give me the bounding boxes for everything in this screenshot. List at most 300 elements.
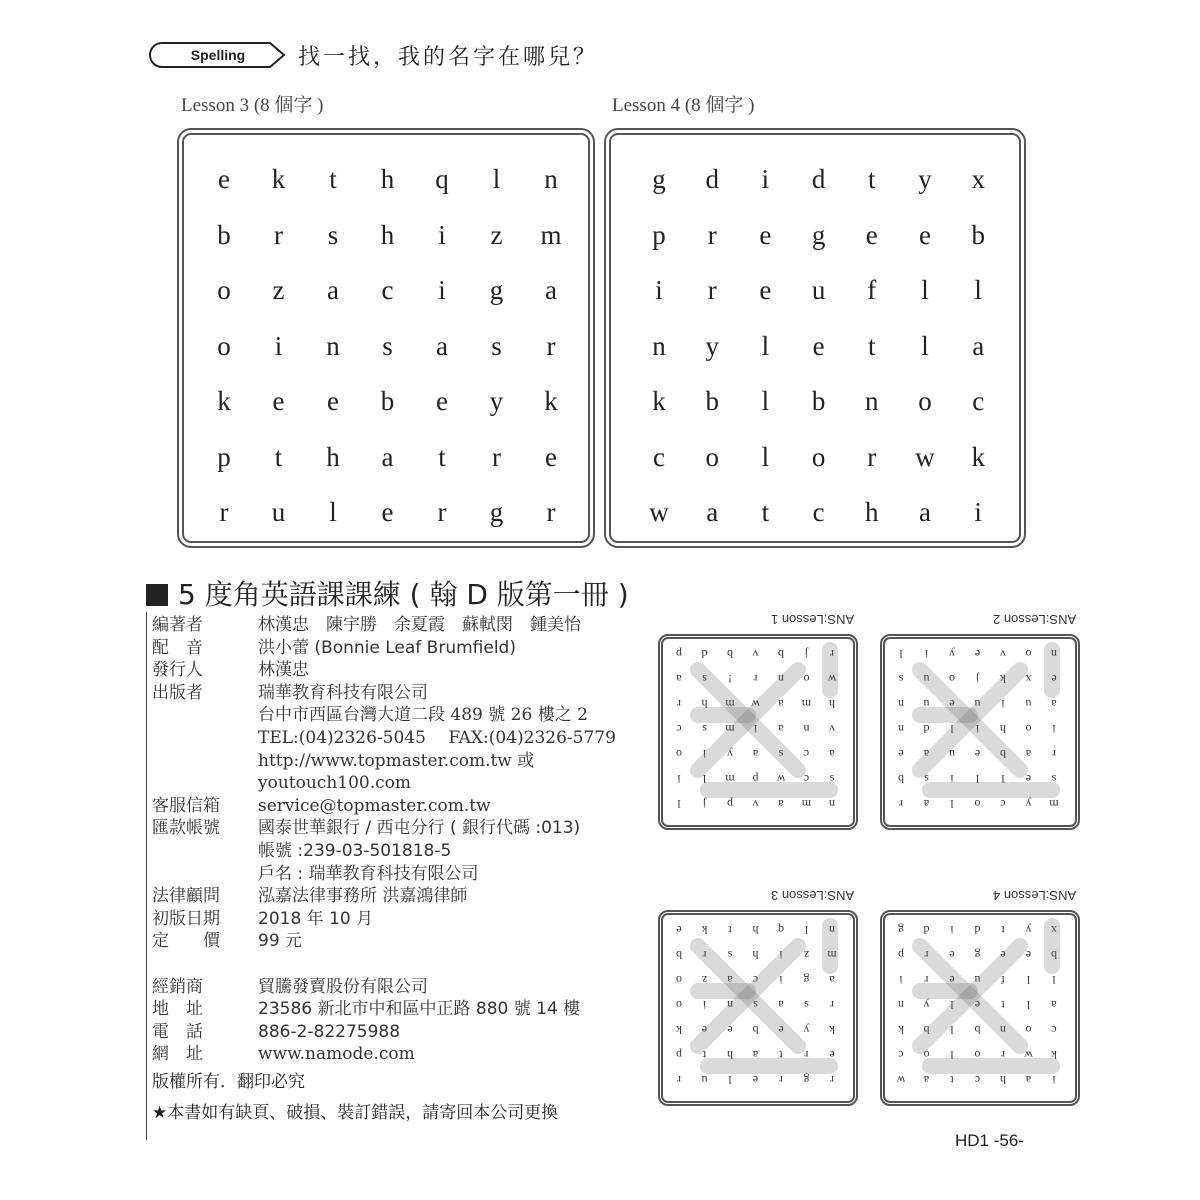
answer-letter: k [1051,1048,1057,1062]
colophon-value: 戶名 : 瑞華教育科技有限公司 [258,863,479,884]
answer-letter: o [676,998,682,1012]
answer-letter: g [803,1073,810,1087]
answer-letter: s [829,772,835,786]
colophon-value: 886-2-82275988 [258,1021,401,1042]
answer-letter: t [1001,998,1005,1012]
answer-letter: j [702,797,707,811]
answer-letter: i [950,772,954,786]
answer-letter: l [1026,998,1031,1012]
answer-letter: h [752,948,759,962]
answer-letter: i [899,973,903,987]
answer-letter: g [974,948,981,962]
answer-letter: i [779,948,783,962]
grid-letter: e [381,497,394,527]
colophon-value: 台中市西區台灣大道二段 489 號 26 樓之 2 [258,705,588,726]
colophon-value: TEL:(04)2326-5045 FAX:(04)2326-5779 [258,728,616,748]
grid-letter: o [217,330,231,361]
answer-letter: r [830,1073,834,1087]
answer-letter: u [974,697,981,711]
colophon-row [152,863,652,885]
grid-letter: b [811,386,826,416]
answer-letter: x [1051,923,1057,937]
answer-letter: e [676,923,682,937]
grid-letter: d [705,164,719,194]
colophon-value: youtouch100.com [258,773,411,794]
grid-letter: w [649,497,669,527]
grid-letter: l [761,386,770,416]
answer-letter: l [950,797,954,811]
answer-letter: e [974,747,981,761]
grid-letter: w [915,441,935,472]
answer-letter: m [1049,797,1059,811]
answer-letter: c [676,722,682,736]
answer-letter: b [923,1023,930,1037]
answer-letter: n [778,672,784,686]
answer-letter: b [974,1023,981,1037]
answer-letter: r [899,797,903,811]
colophon-row [152,840,652,862]
grid-letter: k [271,164,286,194]
answer-letter: l [804,923,809,937]
colophon-row [152,1021,652,1043]
answer-letter: n [898,998,904,1012]
book-title-text: 5 度角英語課課練 ( 翰 D 版第一冊 ) [178,578,629,611]
answer-letter: u [949,747,955,761]
answer-letter: g [803,973,810,987]
answer-key-grid [658,634,858,830]
colophon-row [152,637,652,659]
answer-letter: e [701,1023,708,1037]
grid-letter: i [438,275,446,305]
grid-letter: h [380,219,395,250]
answer-letter: o [676,747,682,761]
answer-letter: r [753,672,758,686]
page-title: 找一找，我的名字在哪兒？ [298,45,599,70]
grid-letter: t [274,441,283,472]
answer-letter: l [677,797,681,811]
grid-letter: e [545,441,557,472]
grid-letter: a [436,330,448,361]
answer-letter: s [924,772,929,786]
answer-letter: d [923,722,930,736]
grid-letter: o [918,386,932,416]
grid-letter: d [811,164,826,194]
colophon-row [152,998,652,1020]
answer-letter: i [1001,697,1005,711]
answer-letter: y [1025,923,1032,937]
colophon-row [152,930,652,952]
grid-letter: e [218,164,230,194]
grid-letter: l [974,275,982,305]
colophon-value: 2018 年 10 月 [258,908,374,929]
colophon-key: 經銷商 [152,976,203,997]
grid-letter: s [491,330,502,361]
answer-letter: d [974,923,981,937]
grid-letter: p [652,219,666,250]
answer-letter: r [804,1048,809,1062]
answer-letter: a [752,747,759,761]
colophon-key: 電 話 [152,1021,203,1042]
grid-letter: p [217,441,231,472]
answer-letter: c [974,1073,981,1087]
grid-letter: l [921,275,929,305]
colophon-key: 配 音 [152,637,203,658]
grid-letter: t [868,164,876,194]
answer-letter: l [950,998,954,1012]
grid-letter: b [380,386,395,416]
grid-letter: n [326,330,340,361]
answer-letter: e [1025,948,1032,962]
grid-letter: h [865,497,879,527]
answer-letter: a [1051,697,1057,711]
grid-letter: e [919,219,931,250]
grid-letter: i [655,275,663,305]
answer-letter: t [950,1073,954,1087]
answer-letter: s [702,672,707,686]
answer-letter: c [898,1048,904,1062]
answer-letter: l [950,722,954,736]
answer-letter: r [924,973,929,987]
grid-letter: z [490,219,503,250]
colophon-row [152,795,652,817]
answer-letter: e [974,647,981,661]
colophon-value: 瑞華教育科技有限公司 [258,682,428,703]
answer-letter: d [923,923,930,937]
grid-letter: g [811,219,826,250]
grid-letter: c [653,441,665,472]
colophon-row [152,727,652,749]
answer-letter: s [702,722,707,736]
answer-letter: a [1025,747,1032,761]
answer-letter: n [1051,647,1057,661]
answer-letter: b [676,948,682,962]
answer-letter: b [778,647,784,661]
answer-letter: r [677,1073,681,1087]
answer-letter: w [751,697,760,711]
lesson-3-label: Lesson 3 (8 個字 ) [181,95,324,116]
colophon-key: 初版日期 [152,908,220,929]
answer-key-caption: ANS:Lesson 4 [992,888,1076,903]
colophon-block [152,614,652,1064]
answer-letter: v [752,797,759,811]
answer-letter: a [923,747,930,761]
answer-letter: z [803,948,810,962]
answer-key-grid [658,910,858,1106]
colophon-key: 定 價 [152,931,220,952]
answer-letter: o [974,1048,981,1062]
grid-letter: l [921,330,929,361]
colophon-row [152,682,652,704]
colophon-row [152,704,652,726]
answer-letter: i [1052,722,1056,736]
grid-letter: u [811,275,826,305]
grid-letter: a [706,497,719,527]
answer-letter: y [1025,797,1032,811]
answer-letter: u [923,697,930,711]
grid-letter: t [438,441,446,472]
grid-letter: b [705,386,719,416]
answer-letter: a [727,973,733,987]
grid-letter: e [759,219,772,250]
answer-letter: a [778,697,784,711]
lesson-4-label: Lesson 4 (8 個字 ) [612,95,755,116]
answer-key-grid [880,634,1080,830]
grid-letter: b [217,219,231,250]
answer-letter: q [778,923,784,937]
answer-highlight-loops [880,910,1080,1106]
colophon-row [152,817,652,839]
grid-letter: y [705,330,719,361]
answer-key-lesson-2 [880,612,1080,830]
answer-letter: r [830,998,834,1012]
answer-letter: e [1000,948,1006,962]
answer-letter: u [974,973,981,987]
grid-letter: y [918,164,932,194]
answer-key-lesson-4 [880,888,1080,1106]
answer-letter: b [727,647,733,661]
answer-letter: h [1000,722,1006,736]
grid-letter: z [272,275,285,305]
grid-letter: y [489,386,504,416]
answer-letter: a [676,672,682,686]
answer-letter: l [1001,772,1005,786]
grid-letter: r [707,275,717,305]
answer-letter: y [803,1023,810,1037]
colophon-value: 林漢忠 陳宇勝 余夏霞 蘇軾閔 鍾美怡 [258,615,581,635]
answer-letter: a [923,797,930,811]
answer-key-caption: ANS:Lesson 1 [770,612,854,627]
answer-letter: o [974,797,981,811]
answer-letter: p [898,948,904,962]
page-number: HD1 -56- [955,1131,1024,1150]
answer-letter: h [1000,1073,1006,1087]
grid-letter: o [811,441,826,472]
answer-letter: a [829,973,835,987]
answer-letter: p [727,797,733,811]
answer-letter: n [898,697,904,711]
answer-letter: h [829,697,835,711]
answer-letter: k [676,1023,682,1037]
colophon-value: 帳號 :239-03-501818-5 [258,841,452,861]
grid-letter: k [544,386,558,416]
answer-letter: r [1001,1048,1005,1062]
answer-letter: n [803,722,810,736]
grid-letter: k [971,441,985,472]
answer-letter: v [1000,647,1006,661]
answer-letter: h [727,1048,733,1062]
grid-letter: l [761,441,770,472]
answer-letter: k [1000,672,1006,686]
colophon-value: 國泰世華銀行 / 西屯分行 ( 銀行代碼 :013) [258,818,581,839]
grid-letter: s [382,330,393,361]
answer-letter: j [975,672,980,686]
answer-letter: b [752,1023,759,1037]
colophon-value: 99 元 [258,931,303,952]
colophon-value: 貿騰發賣股份有限公司 [258,976,428,997]
answer-letter: m [801,697,812,711]
answer-letter: d [701,647,708,661]
answer-letter: e [1025,772,1032,786]
answer-letter: m [801,797,812,811]
answer-letter: o [676,973,682,987]
spelling-badge-label: Spelling [190,47,246,63]
colophon-row [152,1043,652,1065]
grid-letter: e [759,275,772,305]
grid-letter: o [705,441,719,472]
answer-key-lesson-3 [658,888,858,1106]
grid-letter: r [867,441,877,472]
answer-highlight-loops [658,910,858,1106]
answer-letter: t [702,1048,707,1062]
colophon-value: service@topmaster.com.tw [258,795,491,816]
grid-letter: a [381,441,394,472]
answer-letter: i [1052,1073,1056,1087]
answer-letter: i [702,998,707,1012]
grid-letter: e [327,386,339,416]
colophon-row [152,772,652,794]
colophon-key: 匯款帳號 [152,818,220,839]
grid-letter: n [544,164,558,194]
answer-letter: k [898,1023,904,1037]
grid-letter: e [812,330,825,361]
answer-letter: l [728,1073,732,1087]
answer-letter: s [804,998,809,1012]
answer-letter: s [1051,772,1057,786]
answer-letter: z [701,973,708,987]
answer-letter: r [1052,747,1056,761]
answer-letter: l [950,1048,954,1062]
answer-letter: i [924,647,929,661]
answer-letter: i [702,747,707,761]
grid-letter: a [327,275,339,305]
grid-letter: u [271,497,286,527]
answer-letter: p [676,647,682,661]
grid-letter: t [329,164,337,194]
answer-letter: y [727,747,733,761]
answer-letter: y [923,998,930,1012]
answer-letter: m [827,948,837,962]
answer-letter: m [725,722,735,736]
answer-letter: c [752,973,759,987]
grid-letter: r [546,330,556,361]
colophon-value: http://www.topmaster.com.tw 或 [258,750,535,771]
grid-letter: a [972,330,985,361]
answer-letter: g [898,923,904,937]
colophon-row [152,885,652,907]
answer-letter: k [829,1023,835,1037]
answer-key-grid [880,910,1080,1106]
answer-letter: a [923,1073,930,1087]
grid-letter: i [274,330,283,361]
colophon-row [152,659,652,681]
colophon-row [152,614,652,636]
answer-letter: k [701,923,708,937]
word-search-lesson-3 [177,128,595,548]
answer-letter: b [1051,948,1057,962]
answer-key-lesson-1 [658,612,858,830]
answer-letter: a [829,747,835,761]
colophon-row [152,953,652,975]
answer-letter: e [898,747,904,761]
grid-letter: l [329,497,337,527]
colophon-key: 編著者 [152,615,203,635]
colophon-row [152,908,652,930]
answer-letter: a [778,722,784,736]
grid-letter: r [546,497,556,527]
grid-letter: f [867,275,877,305]
grid-letter: b [971,219,985,250]
grid-letter: g [489,275,504,305]
colophon-value: 洪小蕾 (Bonnie Leaf Brumfield) [258,637,516,658]
answer-letter: a [1051,998,1057,1012]
answer-letter: x [1025,672,1032,686]
answer-letter: e [974,998,981,1012]
answer-letter: n [898,722,904,736]
colophon-value: www.namode.com [258,1044,415,1065]
copyright-line: 版權所有．翻印必究 [152,1072,305,1092]
colophon-key: 發行人 [152,660,203,681]
answer-letter: e [778,1023,784,1037]
colophon-value: 23586 新北市中和區中正路 880 號 14 樓 [258,999,581,1020]
grid-letter: h [326,441,340,472]
colophon-row [152,976,652,998]
grid-letter: r [437,497,447,527]
answer-letter: l [975,772,980,786]
answer-letter: i [677,772,681,786]
answer-letter: b [1000,747,1006,761]
answer-key-caption: ANS:Lesson 3 [770,888,854,903]
answer-letter: i [950,923,954,937]
answer-letter: n [829,923,835,937]
answer-letter: s [753,998,758,1012]
answer-key-caption: ANS:Lesson 2 [992,612,1076,627]
answer-letter: o [1025,1023,1032,1037]
answer-letter: r [830,647,834,661]
grid-letter: t [868,330,876,361]
grid-letter: i [761,164,770,194]
answer-letter: e [949,697,955,711]
grid-letter: r [492,441,501,472]
grid-letter: n [652,330,666,361]
grid-letter: k [652,386,666,416]
answer-letter: u [923,672,930,686]
answer-letter: s [778,747,784,761]
answer-letter: a [752,1048,759,1062]
spelling-badge [148,41,288,69]
answer-letter: o [803,672,810,686]
word-search-grid [611,135,1019,541]
answer-letter: e [727,1023,733,1037]
grid-letter: h [380,164,395,194]
answer-letter: u [1025,697,1032,711]
answer-letter: r [924,948,929,962]
answer-letter: m [725,697,735,711]
answer-letter: c [1000,797,1006,811]
grid-letter: e [865,219,878,250]
grid-letter: k [217,386,231,416]
grid-letter: t [761,497,770,527]
grid-letter: m [540,219,562,250]
grid-letter: r [274,219,283,250]
answer-letter: m [725,772,735,786]
answer-letter: t [1001,923,1005,937]
grid-letter: x [971,164,985,194]
answer-letter: w [1024,1048,1033,1062]
answer-letter: r [702,948,707,962]
defect-notice: ★本書如有缺頁、破損、裝訂錯誤，請寄回本公司更換 [152,1103,559,1123]
word-search-grid [184,135,588,541]
answer-letter: l [1052,973,1056,987]
